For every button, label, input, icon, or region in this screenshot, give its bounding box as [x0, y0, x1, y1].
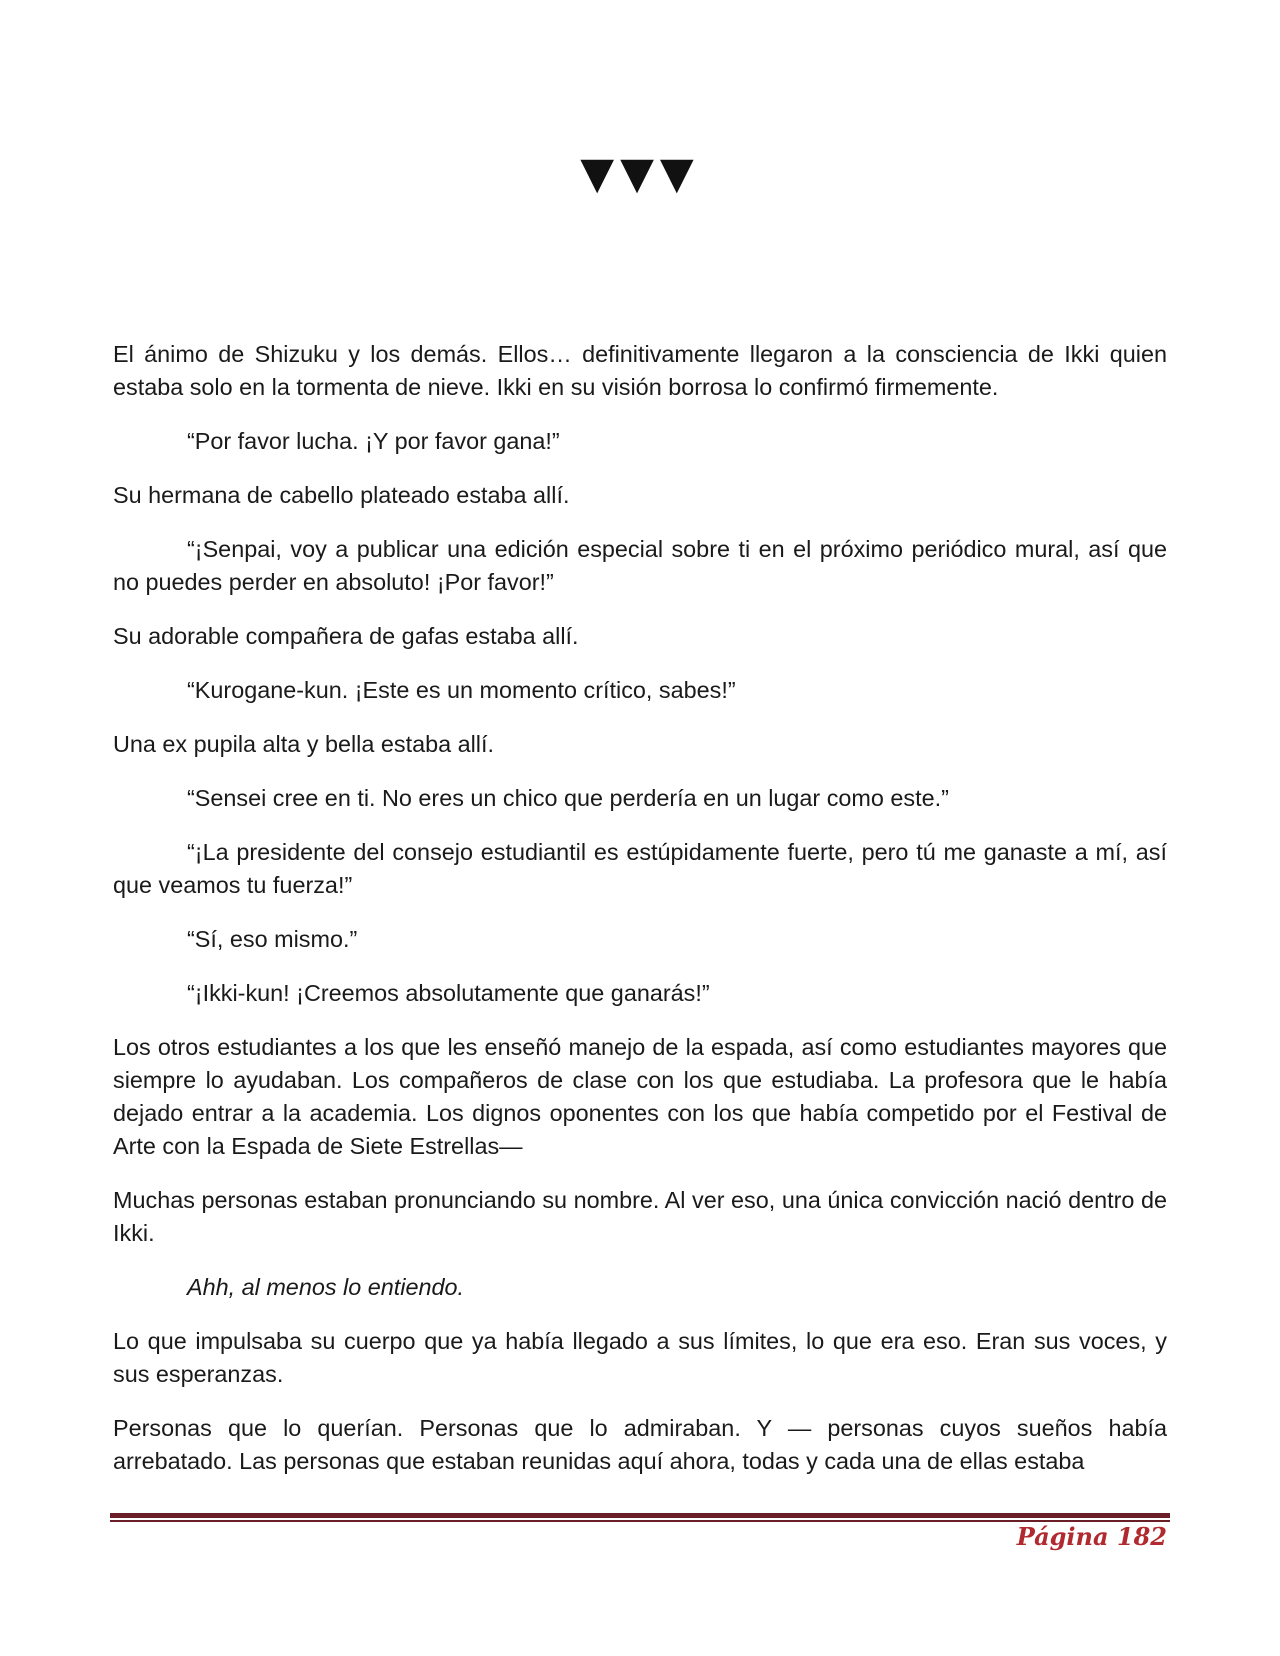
scene-break-separator: ▼▼▼ — [580, 148, 700, 199]
footer-rule-thick-line — [110, 1513, 1170, 1518]
paragraph: Personas que lo querían. Personas que lo admiraban. Y — personas cuyos sueños había arrebatado. Las personas que estaban reunidas aquí ahora, todas y cada una de ellas estaba — [113, 1415, 1167, 1474]
dialogue-paragraph: “Sensei cree en ti. No eres un chico que perdería en un lugar como este.” — [187, 785, 949, 811]
paragraph: Su hermana de cabello plateado estaba allí. — [113, 482, 570, 508]
paragraph: Su adorable compañera de gafas estaba allí. — [113, 623, 579, 649]
dialogue-paragraph: “¡Senpai, voy a publicar una edición especial sobre ti en el próximo periódico mural, así que no puedes perder en absoluto! ¡Por favor!” — [113, 536, 1167, 595]
page-number: Página 182 — [1016, 1522, 1167, 1551]
paragraph: Muchas personas estaban pronunciando su nombre. Al ver eso, una única convicción nació dentro de Ikki. — [113, 1187, 1167, 1246]
dialogue-paragraph: “¡La presidente del consejo estudiantil es estúpidamente fuerte, pero tú me ganaste a mí, así que veamos tu fuerza!” — [113, 839, 1167, 898]
dialogue-paragraph: “¡Ikki-kun! ¡Creemos absolutamente que ganarás!” — [187, 980, 710, 1006]
paragraph: El ánimo de Shizuku y los demás. Ellos… definitivamente llegaron a la consciencia de Ikki quien estaba solo en la tormenta de nieve. Ikki en su visión borrosa lo confirmó firmemente. — [113, 341, 1167, 400]
thought-paragraph: Ahh, al menos lo entiendo. — [187, 1274, 464, 1300]
dialogue-paragraph: “Sí, eso mismo.” — [187, 926, 358, 952]
footer-rule-thin-line — [110, 1520, 1170, 1522]
paragraph: Una ex pupila alta y bella estaba allí. — [113, 731, 494, 757]
dialogue-paragraph: “Kurogane-kun. ¡Este es un momento crítico, sabes!” — [187, 677, 736, 703]
footer-rule — [110, 1513, 1170, 1523]
paragraph: Los otros estudiantes a los que les enseñó manejo de la espada, así como estudiantes mayores que siempre lo ayudaban. Los compañeros de clase con los que estudiaba. La profesora que le había dejado entrar a la academia. Los dignos oponentes con los que había competido por el Festival de Arte con la Espada de Siete Estrellas— — [113, 1034, 1167, 1159]
dialogue-paragraph: “Por favor lucha. ¡Y por favor gana!” — [187, 428, 560, 454]
paragraph: Lo que impulsaba su cuerpo que ya había llegado a sus límites, lo que era eso. Eran sus voces, y sus esperanzas. — [113, 1328, 1167, 1387]
body-text — [113, 338, 1167, 1499]
